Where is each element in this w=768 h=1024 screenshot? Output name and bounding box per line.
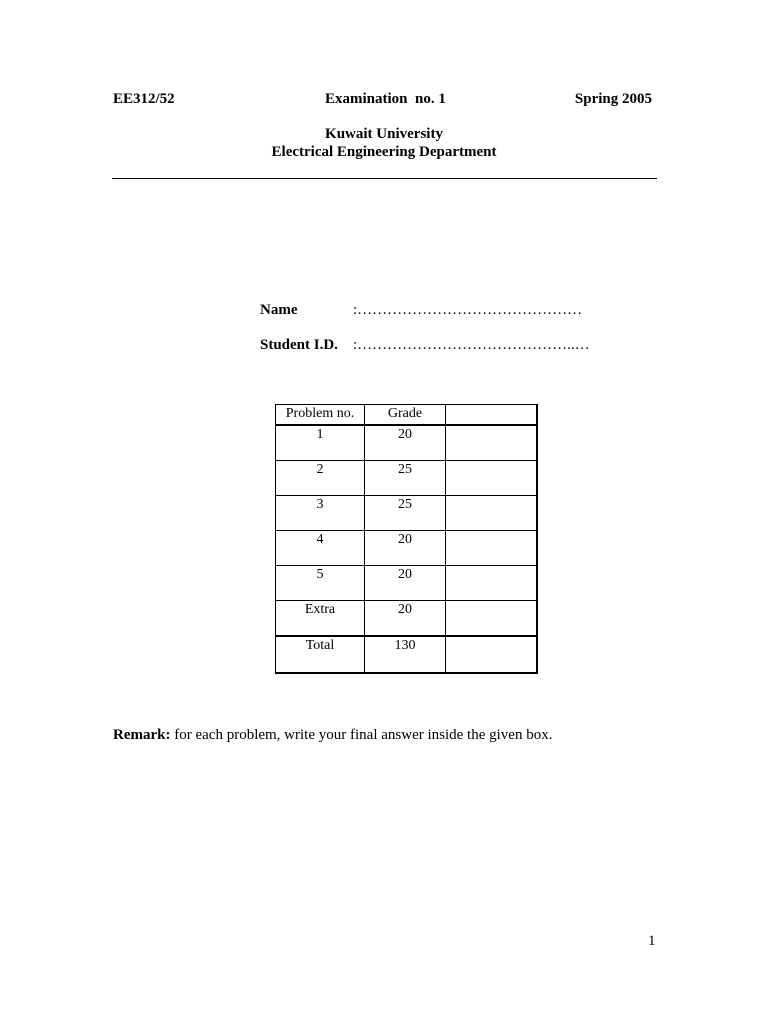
grade-table xyxy=(275,404,538,674)
exam-term: Spring 2005 xyxy=(574,91,652,107)
problem-cell: 3 xyxy=(276,496,365,531)
score-cell xyxy=(446,601,538,637)
name-label: Name xyxy=(260,302,298,318)
problem-cell: 5 xyxy=(276,566,365,601)
total-row xyxy=(276,636,538,673)
remark-text: for each problem, write your final answer inside the given box. xyxy=(170,727,553,743)
remark-label: Remark: xyxy=(113,727,171,743)
score-cell xyxy=(446,566,538,601)
total-grade-cell: 130 xyxy=(365,636,446,673)
table-row xyxy=(276,601,538,637)
student-id-field xyxy=(245,318,590,372)
table-row xyxy=(276,496,538,531)
grade-cell: 20 xyxy=(365,531,446,566)
table-row xyxy=(276,425,538,461)
grade-cell: 20 xyxy=(365,425,446,461)
exam-title: Examination no. 1 xyxy=(325,91,446,107)
student-id-label: Student I.D. xyxy=(260,337,338,353)
total-label-cell: Total xyxy=(276,636,365,673)
total-score-cell xyxy=(446,636,538,673)
problem-cell: 4 xyxy=(276,531,365,566)
score-cell xyxy=(446,496,538,531)
score-cell xyxy=(446,531,538,566)
header-score xyxy=(446,405,538,426)
header-divider xyxy=(112,178,657,179)
page-number: 1 xyxy=(648,933,656,949)
course-code: EE312/52 xyxy=(113,91,175,107)
problem-cell: 1 xyxy=(276,425,365,461)
score-cell xyxy=(446,461,538,496)
table-row xyxy=(276,566,538,601)
header-grade: Grade xyxy=(365,405,446,426)
table-row xyxy=(276,531,538,566)
table-row xyxy=(276,461,538,496)
remark xyxy=(113,726,552,744)
grade-table-header-row xyxy=(276,405,538,426)
grade-cell: 20 xyxy=(365,566,446,601)
grade-cell: 20 xyxy=(365,601,446,637)
name-blank: :……………………………………… xyxy=(353,302,583,318)
grade-cell: 25 xyxy=(365,496,446,531)
student-id-blank: :……………………………………..… xyxy=(353,337,590,353)
problem-cell: 2 xyxy=(276,461,365,496)
department-name: Electrical Engineering Department xyxy=(271,144,497,160)
header-problem-no: Problem no. xyxy=(276,405,365,426)
score-cell xyxy=(446,425,538,461)
problem-cell: Extra xyxy=(276,601,365,637)
grade-cell: 25 xyxy=(365,461,446,496)
university-name: Kuwait University xyxy=(325,126,443,142)
